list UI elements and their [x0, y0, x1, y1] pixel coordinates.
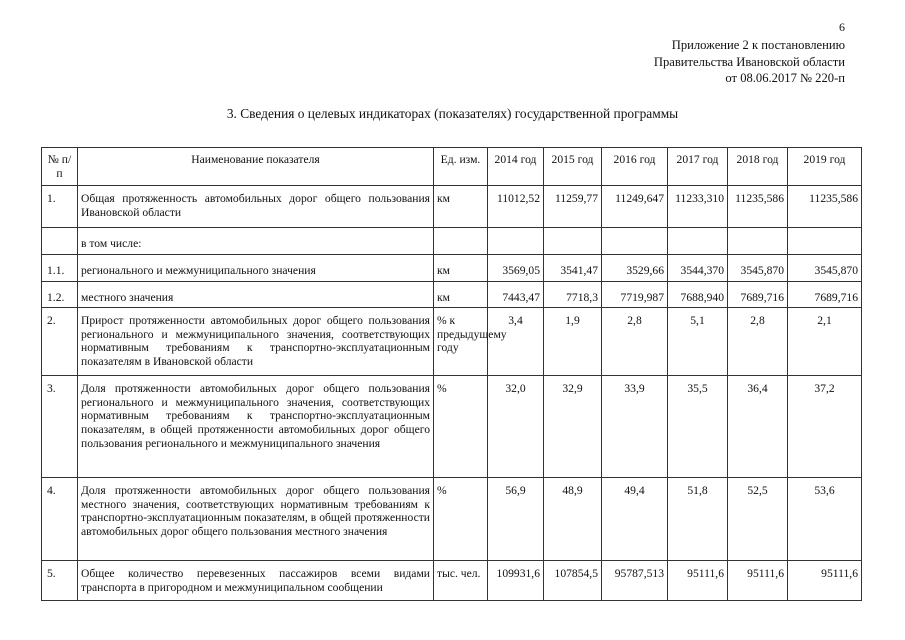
- row-value-2018: 95111,6: [728, 561, 788, 601]
- header-2014: 2014 год: [488, 148, 544, 186]
- row-name: Общее количество перевезенных пассажиров всеми видами транспорта в пригородном и межмуниципальном сообщении: [78, 561, 434, 601]
- row-value-2019: 95111,6: [788, 561, 862, 601]
- appendix-line-2: Правительства Ивановской области: [653, 54, 845, 69]
- row-value-2015: 11259,77: [544, 186, 602, 228]
- row-value-2017: 7688,940: [668, 281, 728, 308]
- row-name: Доля протяженности автомобильных дорог общего пользования местного значения, соответствующих нормативным требованиям к транспортно-эксплуатационным показателям, в общей протяженности автомобильных дорог общего пользования местного значения: [78, 478, 434, 561]
- header-2016: 2016 год: [602, 148, 668, 186]
- row-value-2018: 2,8: [728, 308, 788, 376]
- row-num: 1.1.: [42, 254, 78, 281]
- row-value-2016: 11249,647: [602, 186, 668, 228]
- row-value-2019: 11235,586: [788, 186, 862, 228]
- row-name: в том числе:: [78, 228, 434, 255]
- table-row: [42, 254, 862, 281]
- row-value-2016: 49,4: [602, 478, 668, 561]
- row-value-2016: 33,9: [602, 376, 668, 478]
- row-num: 2.: [42, 308, 78, 376]
- table-row: [42, 281, 862, 308]
- row-value-2014: 7443,47: [488, 281, 544, 308]
- indicators-table: [41, 147, 862, 601]
- table-row: [42, 308, 862, 376]
- row-value-2016: 3529,66: [602, 254, 668, 281]
- row-value-2015: 1,9: [544, 308, 602, 376]
- table-header-row: [42, 148, 862, 186]
- row-value-2015: 48,9: [544, 478, 602, 561]
- row-name: регионального и межмуниципального значения: [78, 254, 434, 281]
- row-value-2016: 2,8: [602, 308, 668, 376]
- row-unit: км: [434, 254, 488, 281]
- section-title: 3. Сведения о целевых индикаторах (показателях) государственной программы: [226, 106, 679, 121]
- row-value-2016: 95787,513: [602, 561, 668, 601]
- header-2017: 2017 год: [668, 148, 728, 186]
- row-value-2019: 37,2: [788, 376, 862, 478]
- row-value-2019: 3545,870: [788, 254, 862, 281]
- appendix-line-1: Приложение 2 к постановлению: [671, 38, 845, 52]
- row-value-2014: 56,9: [488, 478, 544, 561]
- row-value-2018: 3545,870: [728, 254, 788, 281]
- row-value-2019: [788, 228, 862, 255]
- row-unit: % к предыдущему году: [434, 308, 488, 376]
- row-num: 1.2.: [42, 281, 78, 308]
- table-row: [42, 478, 862, 561]
- row-num: 1.: [42, 186, 78, 228]
- header-2018: 2018 год: [728, 148, 788, 186]
- row-value-2017: 95111,6: [668, 561, 728, 601]
- row-value-2017: 35,5: [668, 376, 728, 478]
- header-unit: Ед. изм.: [434, 148, 488, 186]
- row-value-2018: 11235,586: [728, 186, 788, 228]
- row-value-2018: 52,5: [728, 478, 788, 561]
- row-num: 3.: [42, 376, 78, 478]
- row-name: Доля протяженности автомобильных дорог общего пользования регионального и межмуниципального значения, соответствующих нормативным требованиям к транспортно-эксплуатационным показателям, в общей протяженности автомобильных дорог общего пользования регионального и межмуниципального значения: [78, 376, 434, 478]
- row-value-2014: 3569,05: [488, 254, 544, 281]
- page-number: 6: [839, 20, 845, 34]
- row-value-2017: [668, 228, 728, 255]
- row-value-2017: 3544,370: [668, 254, 728, 281]
- row-num: [42, 228, 78, 255]
- appendix-reference: [654, 37, 845, 87]
- header-num: № п/п: [42, 148, 78, 186]
- row-unit: тыс. чел.: [434, 561, 488, 601]
- table-row: [42, 186, 862, 228]
- row-name: Общая протяженность автомобильных дорог общего пользования Ивановской области: [78, 186, 434, 228]
- header-2015: 2015 год: [544, 148, 602, 186]
- row-unit: [434, 228, 488, 255]
- row-unit: км: [434, 281, 488, 308]
- table-row: [42, 376, 862, 478]
- appendix-line-3: от 08.06.2017 № 220-п: [725, 71, 845, 85]
- row-value-2015: 107854,5: [544, 561, 602, 601]
- row-value-2014: 3,4: [488, 308, 544, 376]
- row-value-2015: 32,9: [544, 376, 602, 478]
- row-value-2019: 7689,716: [788, 281, 862, 308]
- row-value-2016: 7719,987: [602, 281, 668, 308]
- row-value-2018: [728, 228, 788, 255]
- header-2019: 2019 год: [788, 148, 862, 186]
- row-value-2018: 7689,716: [728, 281, 788, 308]
- row-value-2017: 11233,310: [668, 186, 728, 228]
- table-row: [42, 561, 862, 601]
- table-row: [42, 228, 862, 255]
- row-value-2014: 32,0: [488, 376, 544, 478]
- row-value-2014: [488, 228, 544, 255]
- row-unit: %: [434, 478, 488, 561]
- row-value-2014: 11012,52: [488, 186, 544, 228]
- row-name: Прирост протяженности автомобильных дорог общего пользования регионального и межмуниципального значения, соответствующих нормативным требованиям к транспортно-эксплуатационным показателям в Ивановской области: [78, 308, 434, 376]
- header-name: Наименование показателя: [78, 148, 434, 186]
- row-name: местного значения: [78, 281, 434, 308]
- row-num: 4.: [42, 478, 78, 561]
- row-value-2019: 2,1: [788, 308, 862, 376]
- row-value-2017: 5,1: [668, 308, 728, 376]
- row-unit: км: [434, 186, 488, 228]
- row-num: 5.: [42, 561, 78, 601]
- row-value-2014: 109931,6: [488, 561, 544, 601]
- row-value-2016: [602, 228, 668, 255]
- row-value-2015: 7718,3: [544, 281, 602, 308]
- row-unit: %: [434, 376, 488, 478]
- row-value-2015: [544, 228, 602, 255]
- row-value-2015: 3541,47: [544, 254, 602, 281]
- row-value-2017: 51,8: [668, 478, 728, 561]
- row-value-2019: 53,6: [788, 478, 862, 561]
- row-value-2018: 36,4: [728, 376, 788, 478]
